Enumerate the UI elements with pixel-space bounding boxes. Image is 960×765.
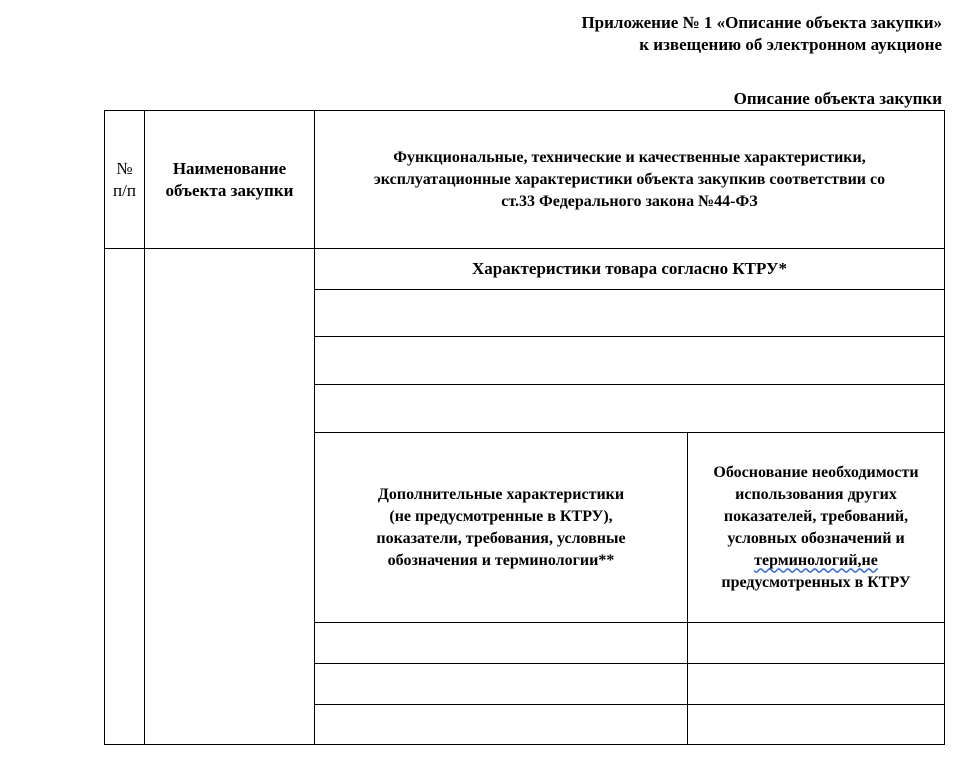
document-title: Описание объекта закупки	[733, 89, 942, 108]
spellcheck-underlined-text: терминологий,не	[754, 551, 878, 569]
justification-row[interactable]	[688, 623, 945, 664]
justification-line2: использования других	[735, 485, 897, 503]
justification-line5	[688, 550, 944, 572]
additional-row[interactable]	[315, 623, 688, 664]
name-cell[interactable]	[145, 249, 315, 745]
number-sign: №	[116, 158, 133, 178]
name-header-line2: объекта закупки	[165, 180, 294, 200]
additional-line4: обозначения и терминологии**	[387, 551, 615, 569]
appendix-title: Приложение № 1 «Описание объекта закупки»	[581, 13, 942, 32]
ktru-row[interactable]	[315, 290, 945, 337]
additional-characteristics-header	[315, 433, 688, 623]
additional-line3: показатели, требования, условные	[376, 529, 626, 547]
ktru-heading: Характеристики товара согласно КТРУ*	[315, 249, 945, 290]
appendix-subtitle: к извещению об электронном аукционе	[639, 35, 942, 54]
char-header-line1: Функциональные, технические и качественные характеристики,	[393, 148, 866, 166]
char-header-line3: ст.33 Федерального закона №44-ФЗ	[501, 192, 758, 210]
char-header-line2: эксплуатационные характеристики объекта закупкив соответствии со	[373, 170, 886, 188]
justification-line1: Обоснование необходимости	[713, 463, 919, 481]
justification-row[interactable]	[688, 705, 945, 745]
number-cell[interactable]	[105, 249, 145, 745]
number-abbrev: п/п	[113, 180, 136, 200]
procurement-table	[104, 110, 945, 745]
name-header-line1: Наименование	[172, 158, 287, 178]
additional-line2: (не предусмотренные в КТРУ),	[389, 507, 613, 525]
additional-row[interactable]	[315, 664, 688, 705]
additional-row[interactable]	[315, 705, 688, 745]
ktru-row[interactable]	[315, 385, 945, 433]
appendix-header	[581, 12, 942, 56]
additional-line1: Дополнительные характеристики	[377, 485, 625, 503]
header-cell-number	[105, 111, 145, 249]
header-cell-characteristics	[315, 111, 945, 249]
header-cell-name	[145, 111, 315, 249]
ktru-row[interactable]	[315, 337, 945, 385]
justification-header	[688, 433, 945, 623]
justification-line4: условных обозначений и	[727, 529, 905, 547]
justification-row[interactable]	[688, 664, 945, 705]
justification-line3: показателей, требований,	[723, 507, 909, 525]
justification-line6: предусмотренных в КТРУ	[721, 573, 911, 591]
